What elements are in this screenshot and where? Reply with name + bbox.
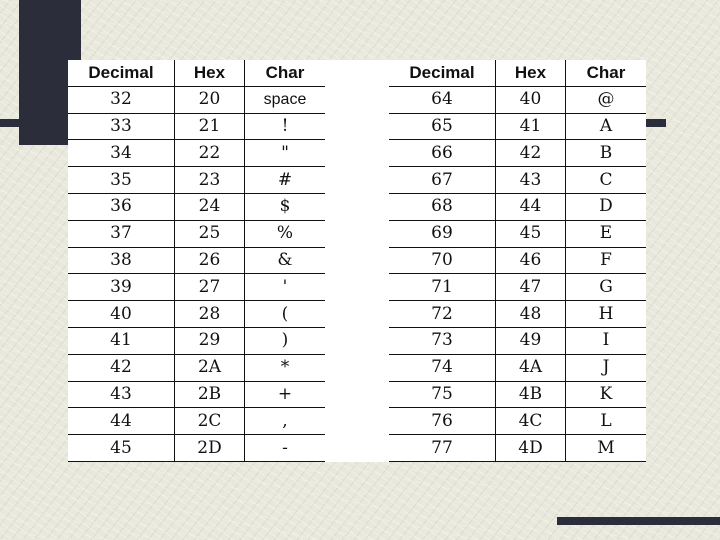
- table-row: [68, 86, 325, 113]
- table-row: [68, 327, 325, 354]
- hex-cell: 2C: [175, 408, 245, 435]
- hex-cell: 4B: [496, 381, 566, 408]
- decimal-cell: 38: [68, 247, 175, 274]
- decimal-cell: 73: [389, 327, 496, 354]
- header-decimal: Decimal: [389, 60, 496, 86]
- table-row: [389, 354, 646, 381]
- table-row: [389, 327, 646, 354]
- table-row: [68, 193, 325, 220]
- table-row: [68, 381, 325, 408]
- hex-cell: 22: [175, 140, 245, 167]
- decimal-cell: 39: [68, 274, 175, 301]
- char-cell: ,: [245, 408, 326, 435]
- char-cell: I: [566, 327, 647, 354]
- decimal-cell: 68: [389, 193, 496, 220]
- hex-cell: 4C: [496, 408, 566, 435]
- char-cell: $: [245, 193, 326, 220]
- char-cell: ): [245, 327, 326, 354]
- hex-cell: 49: [496, 327, 566, 354]
- hex-cell: 2B: [175, 381, 245, 408]
- char-cell: +: [245, 381, 326, 408]
- table-row: [389, 193, 646, 220]
- char-cell: C: [566, 167, 647, 194]
- char-cell: F: [566, 247, 647, 274]
- table-row: [389, 408, 646, 435]
- table-header-row: [68, 60, 325, 86]
- table-row: [389, 247, 646, 274]
- hex-cell: 28: [175, 301, 245, 328]
- hex-cell: 44: [496, 193, 566, 220]
- table-row: [68, 220, 325, 247]
- decimal-cell: 35: [68, 167, 175, 194]
- char-cell: K: [566, 381, 647, 408]
- header-char: Char: [245, 60, 326, 86]
- header-char: Char: [566, 60, 647, 86]
- decimal-cell: 41: [68, 327, 175, 354]
- table-row: [389, 274, 646, 301]
- table-row: [68, 435, 325, 462]
- hex-cell: 4A: [496, 354, 566, 381]
- char-cell: B: [566, 140, 647, 167]
- decimal-cell: 71: [389, 274, 496, 301]
- decimal-cell: 75: [389, 381, 496, 408]
- table-row: [68, 274, 325, 301]
- decimal-cell: 67: [389, 167, 496, 194]
- decimal-cell: 34: [68, 140, 175, 167]
- ascii-table-right: [389, 60, 646, 462]
- hex-cell: 24: [175, 193, 245, 220]
- char-cell: space: [245, 86, 326, 113]
- char-cell: A: [566, 113, 647, 140]
- hex-cell: 25: [175, 220, 245, 247]
- char-cell: H: [566, 301, 647, 328]
- hex-cell: 27: [175, 274, 245, 301]
- table-row: [389, 301, 646, 328]
- decimal-cell: 40: [68, 301, 175, 328]
- hex-cell: 20: [175, 86, 245, 113]
- decorative-rule-bottom: [557, 517, 720, 525]
- hex-cell: 2A: [175, 354, 245, 381]
- table-row: [389, 113, 646, 140]
- decimal-cell: 43: [68, 381, 175, 408]
- hex-cell: 40: [496, 86, 566, 113]
- hex-cell: 47: [496, 274, 566, 301]
- table-row: [389, 381, 646, 408]
- decimal-cell: 42: [68, 354, 175, 381]
- header-hex: Hex: [175, 60, 245, 86]
- hex-cell: 23: [175, 167, 245, 194]
- char-cell: (: [245, 301, 326, 328]
- char-cell: &: [245, 247, 326, 274]
- decimal-cell: 37: [68, 220, 175, 247]
- decimal-cell: 66: [389, 140, 496, 167]
- hex-cell: 21: [175, 113, 245, 140]
- char-cell: J: [566, 354, 647, 381]
- decimal-cell: 76: [389, 408, 496, 435]
- decimal-cell: 72: [389, 301, 496, 328]
- table-gap: [325, 60, 389, 462]
- hex-cell: 26: [175, 247, 245, 274]
- hex-cell: 41: [496, 113, 566, 140]
- hex-cell: 2D: [175, 435, 245, 462]
- decorative-rule-right: [643, 119, 666, 127]
- table-row: [68, 247, 325, 274]
- char-cell: *: [245, 354, 326, 381]
- hex-cell: 48: [496, 301, 566, 328]
- table-row: [389, 435, 646, 462]
- decimal-cell: 74: [389, 354, 496, 381]
- header-hex: Hex: [496, 60, 566, 86]
- table-row: [68, 301, 325, 328]
- decimal-cell: 45: [68, 435, 175, 462]
- hex-cell: 4D: [496, 435, 566, 462]
- decimal-cell: 65: [389, 113, 496, 140]
- hex-cell: 46: [496, 247, 566, 274]
- hex-cell: 43: [496, 167, 566, 194]
- table-row: [68, 167, 325, 194]
- hex-cell: 45: [496, 220, 566, 247]
- char-cell: ": [245, 140, 326, 167]
- table-header-row: [389, 60, 646, 86]
- header-decimal: Decimal: [68, 60, 175, 86]
- decimal-cell: 70: [389, 247, 496, 274]
- char-cell: M: [566, 435, 647, 462]
- decimal-cell: 69: [389, 220, 496, 247]
- hex-cell: 29: [175, 327, 245, 354]
- char-cell: ': [245, 274, 326, 301]
- char-cell: G: [566, 274, 647, 301]
- char-cell: D: [566, 193, 647, 220]
- ascii-table-left: [68, 60, 325, 462]
- char-cell: !: [245, 113, 326, 140]
- hex-cell: 42: [496, 140, 566, 167]
- table-row: [389, 220, 646, 247]
- decimal-cell: 33: [68, 113, 175, 140]
- char-cell: #: [245, 167, 326, 194]
- table-row: [68, 140, 325, 167]
- table-row: [389, 140, 646, 167]
- char-cell: @: [566, 86, 647, 113]
- table-row: [68, 354, 325, 381]
- decimal-cell: 64: [389, 86, 496, 113]
- decimal-cell: 32: [68, 86, 175, 113]
- decimal-cell: 36: [68, 193, 175, 220]
- table-row: [389, 167, 646, 194]
- char-cell: E: [566, 220, 647, 247]
- table-row: [389, 86, 646, 113]
- table-row: [68, 408, 325, 435]
- decimal-cell: 77: [389, 435, 496, 462]
- table-row: [68, 113, 325, 140]
- char-cell: L: [566, 408, 647, 435]
- char-cell: %: [245, 220, 326, 247]
- decimal-cell: 44: [68, 408, 175, 435]
- decorative-rule-left: [0, 119, 70, 127]
- char-cell: -: [245, 435, 326, 462]
